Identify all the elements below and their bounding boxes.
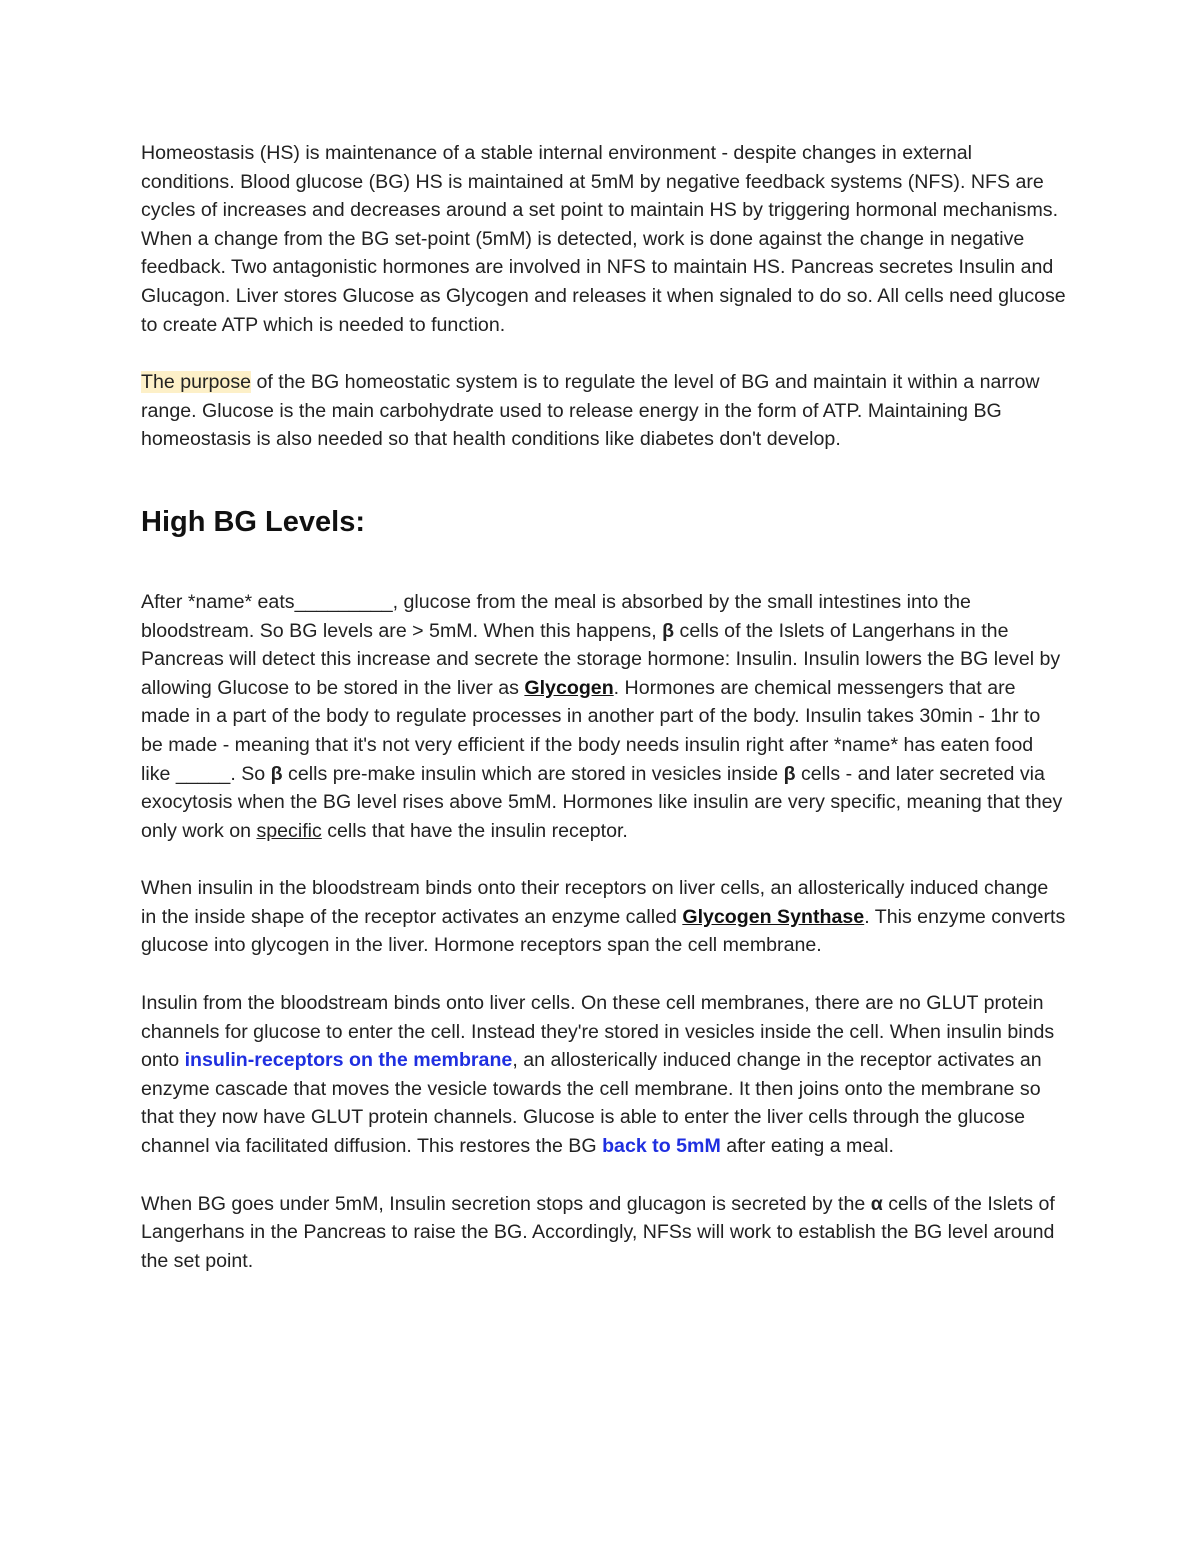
text-segment: When BG goes under 5mM, Insulin secretion stops and glucagon is secreted by the bbox=[141, 1192, 871, 1215]
purpose-paragraph bbox=[141, 368, 1066, 454]
text-segment: . This enzyme converts glucose into glycogen in the liver. Hormone receptors span the cell membrane. bbox=[141, 905, 1066, 957]
insulin-receptors-term: insulin-receptors on the membrane bbox=[184, 1049, 513, 1072]
text-segment: , an allosterically induced change in the receptor activates an enzyme cascade that moves the vesicle towards the cell membrane. It then joins onto the membrane so that they now have GLUT protein channels. Glucose is able to enter the liver cells through the glucose channel via facilitated diffusion. This restores the BG bbox=[141, 1049, 1042, 1158]
text-segment: . Hormones are chemical messengers that are made in a part of the body to regulate processes in another part of the body. Insulin takes 30min - 1hr to be made - meaning that it's not very efficient if the body needs insulin right after *name* has eaten food like _____. So bbox=[141, 676, 1041, 785]
receptor-paragraph bbox=[141, 874, 1066, 960]
text-segment: After *name* eats_________, glucose from the meal is absorbed by the small intestines into the bloodstream. So BG levels are > 5mM. When this happens, bbox=[141, 590, 971, 642]
glycogen-synthase-term: Glycogen Synthase bbox=[682, 905, 865, 928]
text-segment: cells - and later secreted via exocytosis when the BG level rises above 5mM. Hormones like insulin are very specific, meaning that they only work on bbox=[141, 762, 1063, 842]
high-bg-paragraph bbox=[141, 588, 1066, 845]
intro-text: Homeostasis (HS) is maintenance of a stable internal environment - despite changes in external conditions. Blood glucose (BG) HS is maintained at 5mM by negative feedback systems (NFS). NFS are cycles of increases and decreases around a set point to maintain HS by triggering hormonal mechanisms. When a change from the BG set-point (5mM) is detected, work is done against the change in negative feedback. Two antagonistic hormones are involved in NFS to maintain HS. Pancreas secretes Insulin and Glucagon. Liver stores Glucose as Glycogen and releases it when signaled to do so. All cells need glucose to create ATP which is needed to function. bbox=[141, 142, 1066, 336]
text-segment: after eating a meal. bbox=[720, 1135, 894, 1158]
text-segment: When insulin in the bloodstream binds onto their receptors on liver cells, an allosterically induced change in the inside shape of the receptor activates an enzyme called bbox=[141, 877, 1049, 928]
specific-term: specific bbox=[256, 819, 322, 842]
text-segment: cells pre-make insulin which are stored in vesicles inside bbox=[282, 762, 784, 785]
intro-paragraph bbox=[141, 139, 1066, 339]
document-page bbox=[141, 139, 1066, 1275]
alpha-symbol: α bbox=[870, 1192, 883, 1215]
glut-paragraph bbox=[141, 989, 1066, 1161]
beta-symbol: β bbox=[270, 762, 283, 785]
highlighted-phrase: The purpose bbox=[141, 371, 252, 394]
section-heading: High BG Levels: bbox=[141, 505, 365, 538]
purpose-text: of the BG homeostatic system is to regulate the level of BG and maintain it within a narrow range. Glucose is the main carbohydrate used to release energy in the form of ATP. Maintaining BG homeostasis is also needed so that health conditions like diabetes don't develop. bbox=[141, 371, 1040, 451]
text-segment: Insulin from the bloodstream binds onto liver cells. On these cell membranes, there are no GLUT protein channels for glucose to enter the cell. Instead they're stored in vesicles inside the cell. When insulin binds onto bbox=[141, 992, 1055, 1072]
low-bg-paragraph bbox=[141, 1190, 1066, 1276]
glycogen-term: Glycogen bbox=[524, 676, 614, 699]
beta-symbol: β bbox=[783, 762, 796, 785]
beta-symbol: β bbox=[662, 619, 675, 642]
text-segment: cells of the Islets of Langerhans in the Pancreas will detect this increase and secrete the storage hormone: Insulin. Insulin lowers the BG level by allowing Glucose to be stored in the liver as bbox=[141, 619, 1061, 699]
text-segment: cells of the Islets of Langerhans in the Pancreas to raise the BG. Accordingly, NFSs will work to establish the BG level around the set point. bbox=[141, 1192, 1055, 1272]
text-segment: cells that have the insulin receptor. bbox=[321, 819, 628, 842]
back-to-5mm-term: back to 5mM bbox=[602, 1135, 721, 1158]
